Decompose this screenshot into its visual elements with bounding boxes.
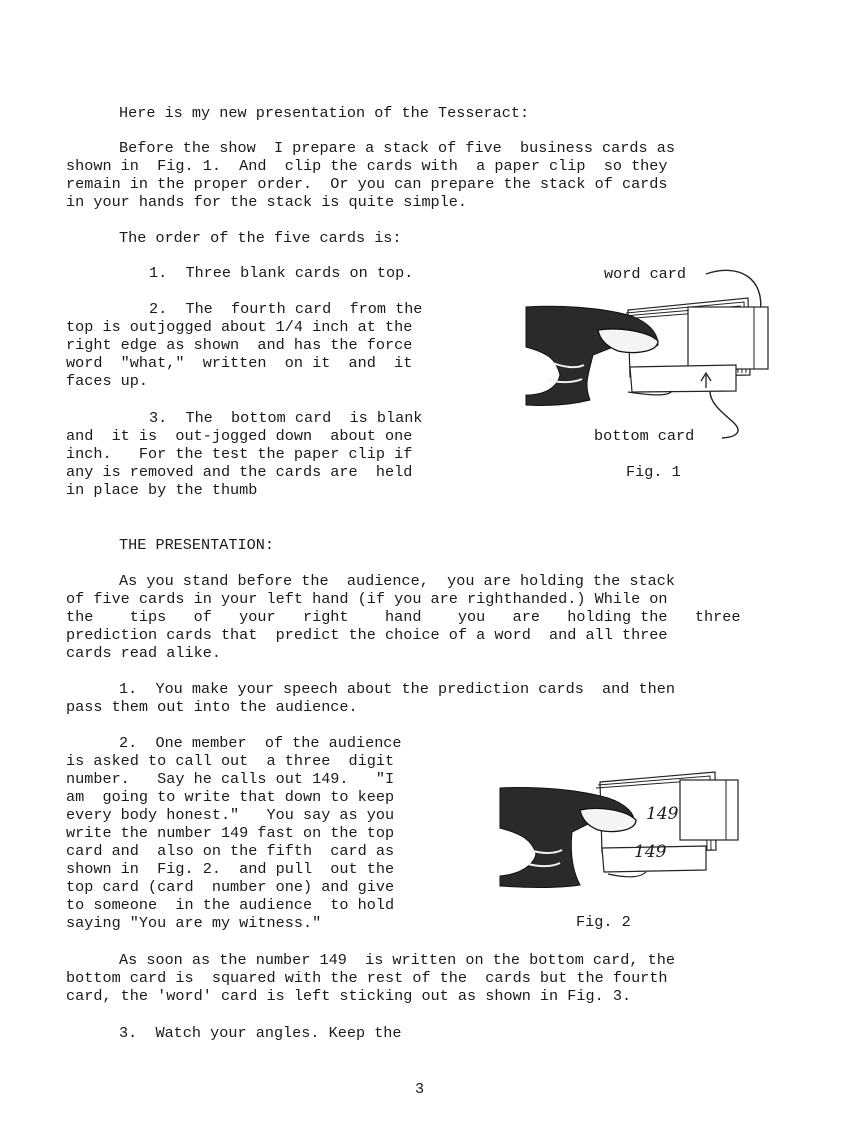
paragraph-line: faces up. [66, 372, 149, 390]
paragraph-line: in your hands for the stack is quite simple. [66, 193, 468, 211]
paragraph-line: in place by the thumb [66, 481, 258, 499]
paragraph-line: prediction cards that predict the choice of a word and all three [66, 626, 668, 644]
bottom-card-label: bottom card [594, 427, 695, 445]
paragraph-line: 2. One member of the audience [119, 734, 402, 752]
paragraph-line: of five cards in your left hand (if you are righthanded.) While on [66, 590, 668, 608]
paragraph-line: the tips of your right hand you are holding the three [66, 608, 741, 626]
paragraph-line: right edge as shown and has the force [66, 336, 413, 354]
step-one-text: 1. Three blank cards on top. [149, 264, 414, 282]
paragraph-line: word "what," written on it and it [66, 354, 413, 372]
paragraph-line: is asked to call out a three digit [66, 752, 395, 770]
paragraph-line: 1. You make your speech about the prediction cards and then [119, 680, 675, 698]
paragraph-line: remain in the proper order. Or you can prepare the stack of cards [66, 175, 668, 193]
paragraph-line: 3. The bottom card is blank [149, 409, 423, 427]
paragraph-line: top is outjogged about 1/4 inch at the [66, 318, 413, 336]
figure-1-caption: Fig. 1 [626, 463, 681, 481]
paragraph-line: 2. The fourth card from the [149, 300, 423, 318]
paragraph-line: card and also on the fifth card as [66, 842, 395, 860]
written-number-bottom: 149 [634, 842, 667, 862]
hand-writing-on-cards-illustration [490, 760, 750, 900]
paragraph-line: number. Say he calls out 149. "I [66, 770, 395, 788]
figure-2-caption: Fig. 2 [576, 913, 631, 931]
paragraph-line: am going to write that down to keep [66, 788, 395, 806]
presentation-heading: THE PRESENTATION: [119, 536, 274, 554]
paragraph-line: shown in Fig. 1. And clip the cards with a paper clip so they [66, 157, 668, 175]
paragraph-line: shown in Fig. 2. and pull out the [66, 860, 395, 878]
watch-angles-step: 3. Watch your angles. Keep the [119, 1024, 402, 1042]
paragraph-line: any is removed and the cards are held [66, 463, 413, 481]
paragraph-line: top card (card number one) and give [66, 878, 395, 896]
figure-1 [498, 255, 798, 485]
paragraph-line: every body honest." You say as you [66, 806, 395, 824]
paragraph-line: saying "You are my witness." [66, 914, 322, 932]
paragraph-line: Before the show I prepare a stack of five business cards as [119, 139, 675, 157]
paragraph-line: As you stand before the audience, you are holding the stack [119, 572, 675, 590]
page-number: 3 [415, 1080, 425, 1098]
hand-holding-cards-illustration [498, 255, 798, 485]
written-number-top: 149 [646, 804, 679, 824]
paragraph-line: bottom card is squared with the rest of the cards but the fourth [66, 969, 668, 987]
paragraph-line: write the number 149 fast on the top [66, 824, 395, 842]
paragraph-line: cards read alike. [66, 644, 221, 662]
paragraph-line: pass them out into the audience. [66, 698, 358, 716]
order-heading: The order of the five cards is: [119, 229, 402, 247]
paragraph-line: As soon as the number 149 is written on the bottom card, the [119, 951, 675, 969]
word-card-label: word card [604, 265, 687, 283]
paragraph-line: and it is out-jogged down about one [66, 427, 413, 445]
paragraph-line: to someone in the audience to hold [66, 896, 395, 914]
intro-line: Here is my new presentation of the Tesseract: [119, 104, 530, 122]
figure-2 [490, 760, 750, 935]
paragraph-line: card, the 'word' card is left sticking out as shown in Fig. 3. [66, 987, 632, 1005]
paragraph-line: inch. For the test the paper clip if [66, 445, 413, 463]
